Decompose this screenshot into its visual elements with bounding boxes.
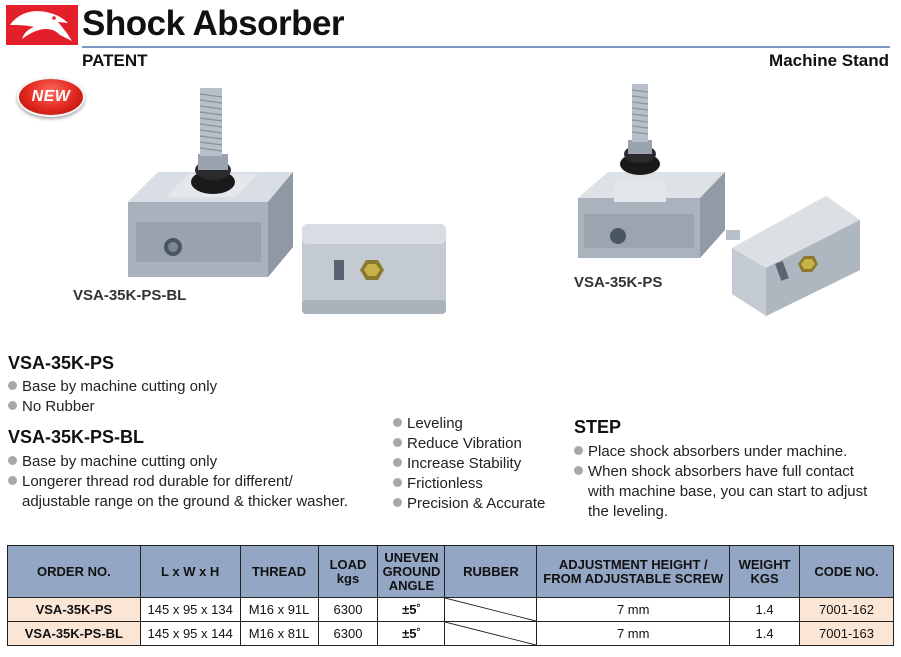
bullet-text-continued: adjustable range on the ground & thicker washer. [22, 493, 349, 510]
new-badge: NEW [17, 77, 85, 117]
feature-item [393, 494, 545, 514]
feature-text: Precision & Accurate [407, 495, 546, 512]
step-text-continued: the leveling. [588, 503, 669, 520]
cell-dimensions: 145 x 95 x 144 [140, 622, 240, 646]
side-plate-image-left [300, 222, 450, 318]
bullet-dot-icon [8, 381, 17, 390]
brand-logo [6, 5, 78, 45]
cell-dimensions: 145 x 95 x 134 [140, 598, 240, 622]
product-image-ps [570, 80, 730, 270]
model-ps-bl-bullet [8, 452, 217, 472]
cell-rubber-none [445, 598, 537, 622]
step-text: Place shock absorbers under machine. [588, 443, 848, 460]
bullet-dot-icon [393, 498, 402, 507]
feature-text: Leveling [407, 415, 463, 432]
header-thread: THREAD [240, 546, 318, 598]
eagle-icon [6, 5, 78, 45]
table-row [8, 598, 894, 622]
feature-text: Increase Stability [407, 455, 522, 472]
cell-weight: 1.4 [730, 622, 800, 646]
model-ps-bullet [8, 377, 217, 397]
cell-thread: M16 x 91L [240, 598, 318, 622]
model-ps-title: VSA-35K-PS [8, 353, 115, 373]
cell-load: 6300 [318, 622, 378, 646]
bullet-dot-icon [574, 446, 583, 455]
bullet-text: Longerer thread rod durable for different/ [22, 473, 293, 490]
step-item [574, 462, 867, 522]
cell-adjustment: 7 mm [537, 622, 730, 646]
bullet-dot-icon [393, 438, 402, 447]
header-dimensions: L x W x H [140, 546, 240, 598]
step-text: When shock absorbers have full contact [588, 463, 854, 480]
page-title: Shock Absorber [82, 4, 345, 43]
product-image-ps-bl [118, 82, 298, 282]
cell-rubber-none [445, 622, 537, 646]
cell-code-no: 7001-163 [800, 622, 894, 646]
header-order-no: ORDER NO. [8, 546, 141, 598]
no-rubber-slash-icon [445, 598, 536, 621]
image-label-ps-bl: VSA-35K-PS-BL [73, 287, 187, 304]
no-rubber-slash-icon [445, 622, 536, 645]
cell-order-no: VSA-35K-PS [8, 598, 141, 622]
table-row [8, 622, 894, 646]
feature-item [393, 414, 463, 434]
cell-load: 6300 [318, 598, 378, 622]
bullet-text: Base by machine cutting only [22, 453, 218, 470]
bullet-dot-icon [8, 476, 17, 485]
cell-angle: ±5˚ [378, 598, 445, 622]
header-rubber: RUBBER [445, 546, 537, 598]
cell-angle: ±5˚ [378, 622, 445, 646]
title-divider [82, 46, 890, 48]
bullet-dot-icon [393, 418, 402, 427]
category-label: Machine Stand [769, 51, 889, 70]
header-weight: WEIGHT KGS [730, 546, 800, 598]
bullet-dot-icon [393, 478, 402, 487]
cell-weight: 1.4 [730, 598, 800, 622]
header-uneven-angle: UNEVEN GROUND ANGLE [378, 546, 445, 598]
bullet-dot-icon [8, 456, 17, 465]
feature-item [393, 434, 522, 454]
step-text-continued: with machine base, you can start to adjust [588, 483, 868, 500]
cell-thread: M16 x 81L [240, 622, 318, 646]
bullet-text: No Rubber [22, 398, 95, 415]
step-item [574, 442, 847, 462]
cell-order-no: VSA-35K-PS-BL [8, 622, 141, 646]
feature-item [393, 474, 483, 494]
model-ps-bl-title: VSA-35K-PS-BL [8, 427, 145, 447]
side-plate-image-right [726, 190, 866, 320]
image-label-ps: VSA-35K-PS [574, 274, 663, 291]
model-ps-bullet [8, 397, 95, 417]
bullet-dot-icon [393, 458, 402, 467]
header-code-no: CODE NO. [800, 546, 894, 598]
patent-label: PATENT [82, 51, 148, 70]
cell-code-no: 7001-162 [800, 598, 894, 622]
header-load: LOAD kgs [318, 546, 378, 598]
model-ps-bl-bullet [8, 472, 348, 512]
step-title: STEP [574, 417, 622, 437]
feature-item [393, 454, 521, 474]
table-header-row [8, 546, 894, 598]
bullet-dot-icon [574, 466, 583, 475]
feature-text: Reduce Vibration [407, 435, 522, 452]
cell-adjustment: 7 mm [537, 598, 730, 622]
spec-table [7, 545, 894, 646]
header-adjustment: ADJUSTMENT HEIGHT / FROM ADJUSTABLE SCREW [537, 546, 730, 598]
feature-text: Frictionless [407, 475, 483, 492]
bullet-text: Base by machine cutting only [22, 378, 218, 395]
bullet-dot-icon [8, 401, 17, 410]
